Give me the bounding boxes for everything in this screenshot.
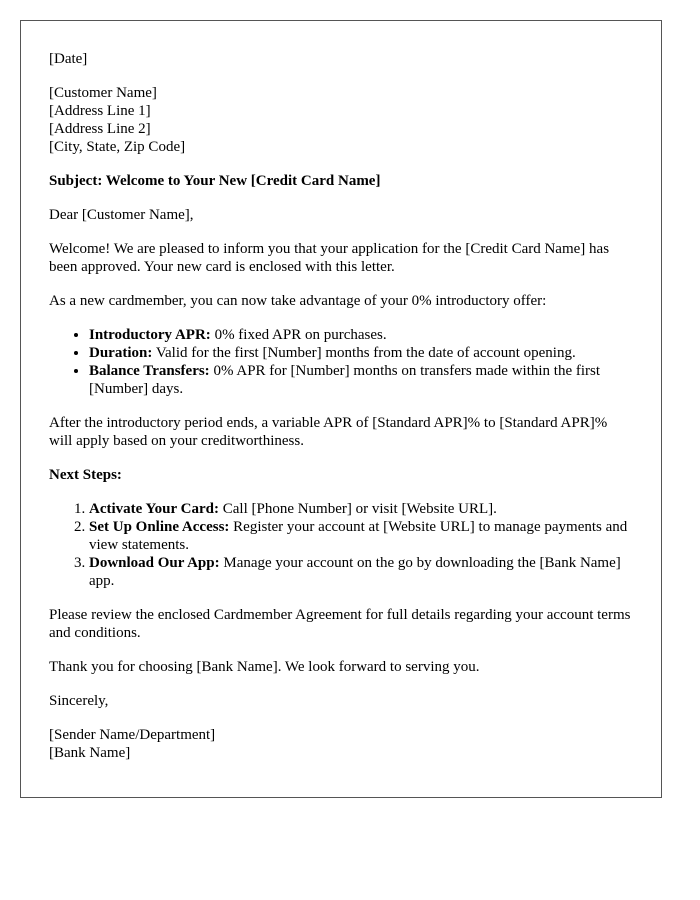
after-intro-paragraph: After the introductory period ends, a variable APR of [Standard APR]% to [Standard APR]% will apply based on your creditworthiness. bbox=[49, 415, 608, 449]
subject-line: Subject: Welcome to Your New [Credit Card Name] bbox=[49, 173, 381, 189]
sender-bank: [Bank Name] bbox=[49, 745, 131, 761]
offer-item-text: Valid for the first [Number] months from the date of account opening. bbox=[152, 345, 576, 361]
salutation: Dear [Customer Name], bbox=[49, 207, 194, 223]
closing: Sincerely, bbox=[49, 693, 109, 709]
next-step-item bbox=[89, 500, 633, 518]
date-line: [Date] bbox=[49, 51, 88, 67]
signature-block bbox=[49, 726, 633, 762]
next-step-text: Call [Phone Number] or visit [Website URL]. bbox=[218, 501, 497, 517]
next-step-label: Set Up Online Access: bbox=[89, 519, 230, 535]
offer-item-text: 0% APR for [Number] months on transfers made within the first [Number] days. bbox=[89, 363, 601, 397]
offer-intro-paragraph: As a new cardmember, you can now take advantage of your 0% introductory offer: bbox=[49, 293, 547, 309]
offer-item bbox=[89, 326, 633, 344]
letter bbox=[20, 20, 662, 798]
next-step-text: Manage your account on the go by downloading the [Bank Name] app. bbox=[89, 555, 621, 589]
next-step-item bbox=[89, 518, 633, 554]
next-steps-heading: Next Steps: bbox=[49, 467, 122, 483]
offer-item bbox=[89, 362, 633, 398]
review-paragraph: Please review the enclosed Cardmember Agreement for full details regarding your account terms and conditions. bbox=[49, 607, 631, 641]
offer-item-label: Introductory APR: bbox=[89, 327, 211, 343]
recipient-address-line-2: [Address Line 2] bbox=[49, 121, 151, 137]
intro-paragraph: Welcome! We are pleased to inform you that your application for the [Credit Card Name] has been approved. Your new card is enclosed with this letter. bbox=[49, 241, 610, 275]
next-steps-list bbox=[49, 500, 633, 590]
thanks-paragraph: Thank you for choosing [Bank Name]. We look forward to serving you. bbox=[49, 659, 480, 675]
offer-item bbox=[89, 344, 633, 362]
next-step-item bbox=[89, 554, 633, 590]
recipient-name: [Customer Name] bbox=[49, 85, 157, 101]
offer-item-text: 0% fixed APR on purchases. bbox=[210, 327, 387, 343]
next-step-label: Download Our App: bbox=[89, 555, 220, 571]
offer-item-label: Balance Transfers: bbox=[89, 363, 210, 379]
offer-list bbox=[49, 326, 633, 398]
next-step-label: Activate Your Card: bbox=[89, 501, 219, 517]
recipient-city-state-zip: [City, State, Zip Code] bbox=[49, 139, 186, 155]
offer-item-label: Duration: bbox=[89, 345, 153, 361]
recipient-address bbox=[49, 84, 633, 156]
sender-name: [Sender Name/Department] bbox=[49, 727, 216, 743]
recipient-address-line-1: [Address Line 1] bbox=[49, 103, 151, 119]
next-step-text: Register your account at [Website URL] to manage payments and view statements. bbox=[89, 519, 628, 553]
